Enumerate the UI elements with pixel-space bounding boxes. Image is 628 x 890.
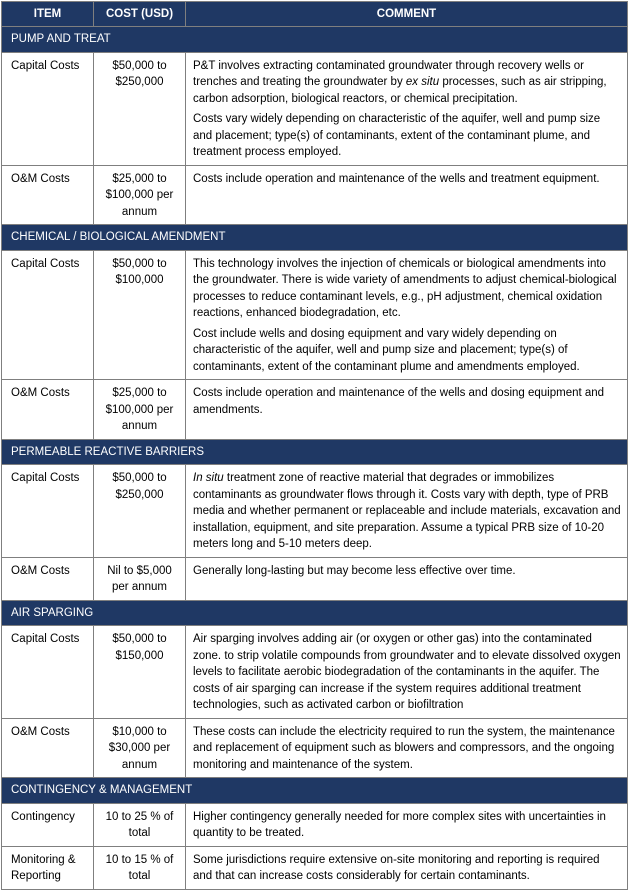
- item-cell: O&M Costs: [2, 718, 94, 778]
- cost-cell: $10,000 to $30,000 per annum: [94, 718, 186, 778]
- section-row: [2, 439, 628, 465]
- section-row: [2, 600, 628, 626]
- table-row: [2, 52, 628, 165]
- comment-paragraph: Cost include wells and dosing equipment and vary widely depending on characteristic of the aquifer, well and pump size and placement; type(s) of contaminants, extent of the contaminant plume and amendments employed.: [193, 327, 580, 373]
- comment-cell: Higher contingency generally needed for more complex sites with uncertainties in quantity to be treated.: [186, 803, 628, 846]
- comment-cell: Costs include operation and maintenance of the wells and treatment equipment.: [186, 165, 628, 225]
- item-cell: Contingency: [2, 803, 94, 846]
- section-title: CONTINGENCY & MANAGEMENT: [2, 778, 628, 804]
- section-row: [2, 27, 628, 53]
- comment-paragraph: [193, 58, 621, 108]
- table-row: [2, 803, 628, 846]
- item-cell: Monitoring & Reporting: [2, 846, 94, 889]
- item-cell: O&M Costs: [2, 380, 94, 440]
- item-cell: Capital Costs: [2, 626, 94, 719]
- section-title: PUMP AND TREAT: [2, 27, 628, 53]
- cost-cell: $50,000 to $250,000: [94, 52, 186, 165]
- comment-cell: [186, 465, 628, 558]
- table-row: [2, 846, 628, 889]
- cost-cell: 10 to 25 % of total: [94, 803, 186, 846]
- comment-italic: ex situ: [405, 76, 440, 88]
- comment-paragraph: This technology involves the injection of chemicals or biological amendments into the groundwater. There is wide variety of amendments to adjust chemical-biological processes to reduce contaminant levels, e.g., pH adjustment, chemical oxidation reactions, enhanced biodegradation, etc.: [193, 257, 617, 319]
- comment-cell: [186, 250, 628, 380]
- item-cell: Capital Costs: [2, 52, 94, 165]
- cost-cell: $50,000 to $100,000: [94, 250, 186, 380]
- header-item: ITEM: [2, 2, 94, 27]
- comment-cell: Air sparging involves adding air (or oxygen or other gas) into the contaminated zone. to strip volatile compounds from groundwater and to elevate dissolved oxygen levels to facilitate aerobic biodegradation of the contaminants in the aquifer. The costs of air sparging can increase if the system requires additional treatment technologies, such as activated carbon or biofiltration: [186, 626, 628, 719]
- cost-cell: $25,000 to $100,000 per annum: [94, 165, 186, 225]
- comment-italic: In situ: [193, 472, 224, 484]
- comment-cell: [186, 52, 628, 165]
- header-cost: COST (USD): [94, 2, 186, 27]
- comment-cell: Some jurisdictions require extensive on-site monitoring and reporting is required and that can increase costs considerably for certain contaminants.: [186, 846, 628, 889]
- comment-paragraph: Costs vary widely depending on characteristic of the aquifer, well and pump size and placement; type(s) of contaminants, extent of the contaminant plume, and treatment process employed.: [193, 113, 601, 158]
- section-title: AIR SPARGING: [2, 600, 628, 626]
- table-row: [2, 718, 628, 778]
- item-cell: O&M Costs: [2, 557, 94, 600]
- table-row: [2, 380, 628, 440]
- item-cell: O&M Costs: [2, 165, 94, 225]
- table-row: [2, 250, 628, 380]
- section-row: [2, 778, 628, 804]
- table-row: [2, 626, 628, 719]
- section-row: [2, 225, 628, 251]
- cost-cell: $50,000 to $150,000: [94, 626, 186, 719]
- item-cell: Capital Costs: [2, 250, 94, 380]
- header-row: [2, 2, 628, 27]
- cost-cell: $25,000 to $100,000 per annum: [94, 380, 186, 440]
- section-title: PERMEABLE REACTIVE BARRIERS: [2, 439, 628, 465]
- cost-cell: $50,000 to $250,000: [94, 465, 186, 558]
- comment-text: P&T involves extracting contaminated groundwater through recovery wells or trenches and treating the groundwater by: [193, 59, 584, 88]
- section-title: CHEMICAL / BIOLOGICAL AMENDMENT: [2, 225, 628, 251]
- cost-cell: Nil to $5,000 per annum: [94, 557, 186, 600]
- table-row: [2, 165, 628, 225]
- item-cell: Capital Costs: [2, 465, 94, 558]
- comment-cell: Generally long-lasting but may become less effective over time.: [186, 557, 628, 600]
- comment-text: processes, such as air stripping, carbon adsorption, biological reactors, or chemical precipitation.: [193, 76, 607, 105]
- cost-cell: 10 to 15 % of total: [94, 846, 186, 889]
- cost-table: [1, 1, 628, 890]
- table-row: [2, 557, 628, 600]
- comment-text: treatment zone of reactive material that degrades or immobilizes contaminants as groundwater flows through it. Costs vary with depth, type of PRB media and whether permanent or replaceable and include materials, excavation and installation, equipment, and site preparation. Assume a typical PRB size of 10-20 meters long and 5-10 meters deep.: [193, 472, 621, 550]
- comment-cell: These costs can include the electricity required to run the system, the maintenance and replacement of equipment such as blowers and compressors, and the ongoing monitoring and maintenance of the system.: [186, 718, 628, 778]
- table-row: [2, 465, 628, 558]
- header-comment: COMMENT: [186, 2, 628, 27]
- comment-cell: Costs include operation and maintenance of the wells and dosing equipment and amendments.: [186, 380, 628, 440]
